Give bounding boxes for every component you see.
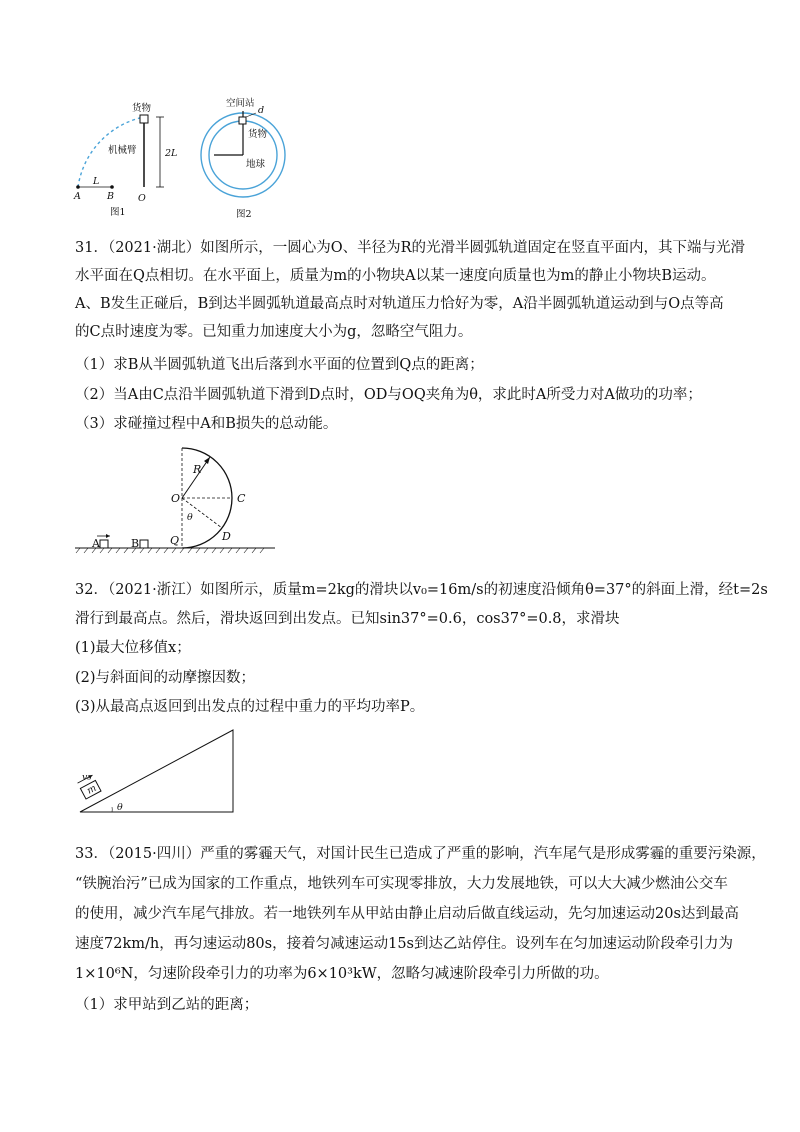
fig2-station-label: 空间站 [226,98,255,109]
q33-line-3: 的使用，减少汽车尾气排放。若一地铁列车从甲站由静止启动后做直线运动，先匀加速运动20s达到最高 [75,906,739,922]
q33-line-1: 33．（2015·四川）严重的雾霾天气，对国计民生已造成了严重的影响，汽车尾气是形成雾霾的重要污染源， [75,846,766,862]
q31-D-label: D [222,530,231,543]
q32-line-1: 32．（2021·浙江）如图所示，质量m=2kg的滑块以v₀=16m/s的初速度沿倾角θ=37°的斜面上滑，经t=2s [75,582,768,598]
q32-part-1: (1)最大位移值x； [75,640,191,656]
fig1-A-label: A [74,191,81,202]
figure-2 [198,95,308,225]
fig1-L-label: L [93,176,100,187]
figure-q31 [70,440,280,555]
q31-theta-label: θ [187,512,193,523]
q31-line-1: 31．（2021·湖北）如图所示，一圆心为O、半径为R的光滑半圆弧轨道固定在竖直平面内，其下端与光滑 [75,240,746,256]
figure-q32 [70,725,245,820]
fig2-earth-label: 地球 [246,159,266,170]
q33-line-5: 1×10⁶N，匀速阶段牵引力的功率为6×10³kW，忽略匀减速阶段牵引力所做的功。 [75,966,609,982]
fig1-O-label: O [138,193,146,204]
q33-part-1: （1）求甲站到乙站的距离； [75,997,259,1013]
block-B [140,540,148,548]
q31-part-3: （3）求碰撞过程中A和B损失的总动能。 [75,416,338,432]
q31-part-1: （1）求B从半圆弧轨道飞出后落到水平面的位置到Q点的距离； [75,357,484,373]
cargo-box [140,115,148,123]
incline [80,730,233,812]
cargo-box [239,117,246,124]
fig1-B-label: B [107,191,114,202]
block-A [100,540,108,548]
q31-line-2: 水平面在Q点相切。在水平面上，质量为m的小物块A以某一速度向质量也为m的静止小物块B运动。 [75,268,716,284]
q33-line-2: “铁腕治污”已成为国家的工作重点，地铁列车可实现零排放，大力发展地铁，可以大大减少燃油公交车 [75,876,728,892]
q31-R-label: R [193,463,202,476]
q31-O-label: O [171,492,181,505]
q31-part-2: （2）当A由C点沿半圆弧轨道下滑到D点时，OD与OQ夹角为θ，求此时A所受力对A做功的功率； [75,387,702,403]
fig1-caption: 图1 [110,207,126,218]
q31-B-label: B [131,537,140,550]
fig2-cargo-label: 货物 [248,129,268,140]
q32-line-2: 滑行到最高点。然后，滑块返回到出发点。已知sin37°=0.6，cos37°=0.8，求滑块 [75,611,620,627]
q32-part-2: (2)与斜面间的动摩擦因数； [75,670,256,686]
q31-line-4: 的C点时速度为零。已知重力加速度大小为g，忽略空气阻力。 [75,324,473,340]
q33-line-4: 速度72km/h，再匀速运动80s，接着匀减速运动15s到达乙站停住。设列车在匀加速运动阶段牵引力为 [75,936,733,952]
q32-part-3: (3)从最高点返回到出发点的过程中重力的平均功率P。 [75,699,425,715]
q31-line-3: A、B发生正碰后，B到达半圆弧轨道最高点时对轨道压力恰好为零，A沿半圆弧轨道运动到与O点等高 [75,296,724,312]
q31-A-label: A [92,537,100,550]
q31-C-label: C [237,492,246,505]
fig1-2L-label: 2L [165,148,178,159]
fig1-cargo-label: 货物 [132,103,152,114]
figure-1 [60,95,190,225]
q32-m-label: m [85,782,99,797]
fig2-d-label: d [258,105,265,116]
fig1-arm-label: 机械臂 [108,145,137,156]
q31-Q-label: Q [170,534,180,547]
q32-theta-label: θ [117,802,123,813]
fig2-caption: 图2 [236,209,252,220]
q32-v0-label: v₀ [82,772,92,783]
